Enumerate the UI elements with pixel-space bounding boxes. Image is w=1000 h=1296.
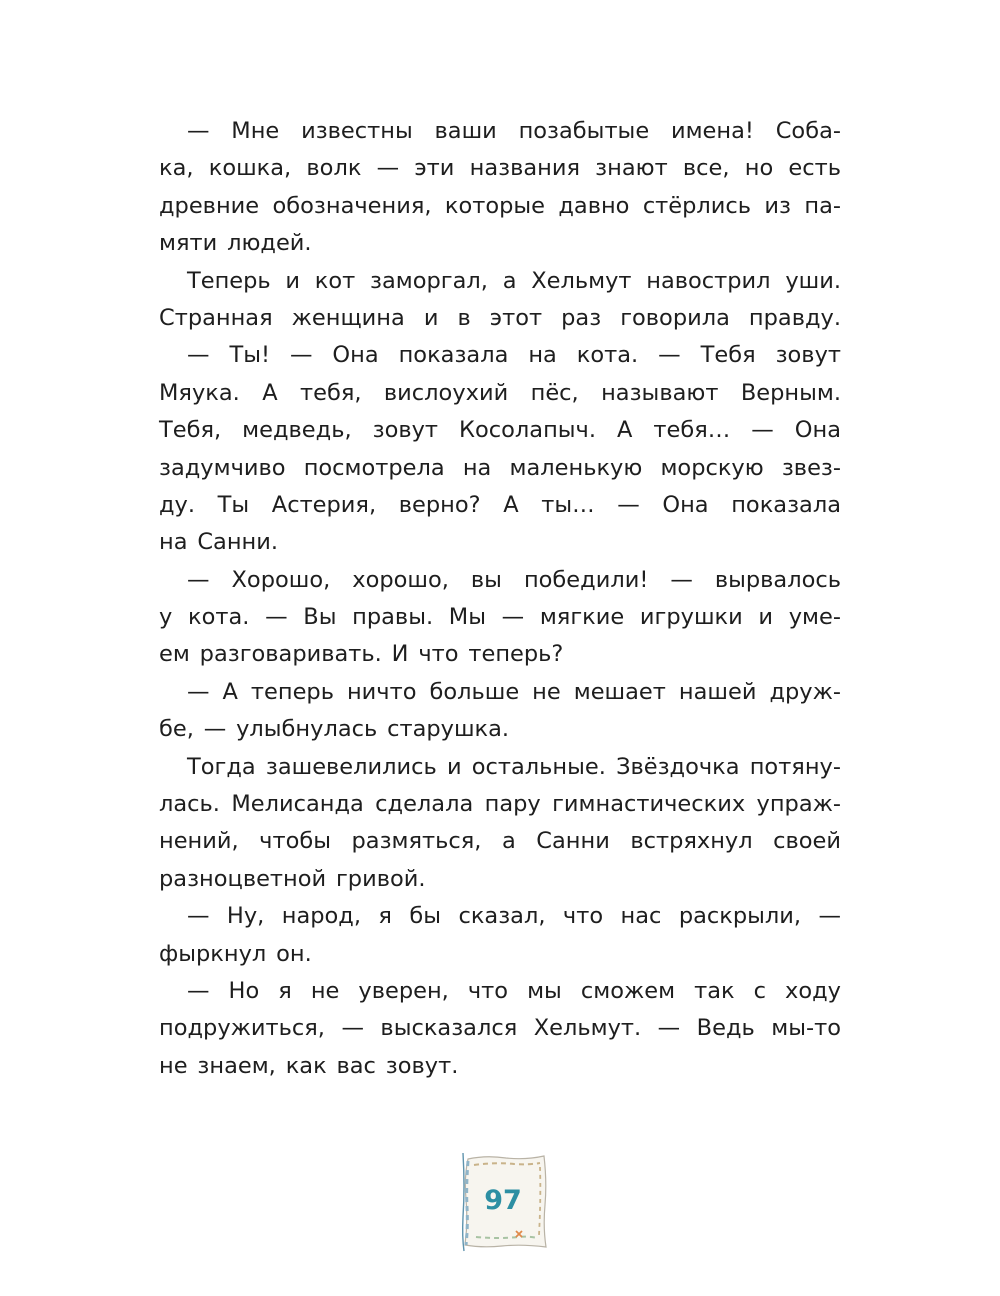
text-line: на Санни. bbox=[159, 529, 279, 556]
text-line: Теперь и кот заморгал, а Хельмут навострил уши. bbox=[187, 267, 841, 294]
paragraph-2 bbox=[159, 263, 841, 338]
text-line: разноцветной гривой. bbox=[159, 865, 426, 892]
text-line: ду. Ты Астерия, верно? А ты… — Она показала bbox=[159, 491, 841, 518]
text-line: нений, чтобы размяться, а Санни встряхнул своей bbox=[159, 828, 841, 855]
text-line: — Ты! — Она показала на кота. — Тебя зовут bbox=[187, 342, 841, 369]
text-line: Тогда зашевелились и остальные. Звёздочка потяну- bbox=[187, 753, 841, 780]
text-line: фыркнул он. bbox=[159, 940, 312, 967]
text-line: задумчиво посмотрела на маленькую морскую звез- bbox=[159, 454, 841, 481]
text-line: у кота. — Вы правы. Мы — мягкие игрушки и уме- bbox=[159, 604, 841, 631]
paragraph-7 bbox=[159, 898, 841, 973]
text-line: — Мне известны ваши позабытые имена! Соба- bbox=[187, 118, 841, 144]
text-line: подружиться, — высказался Хельмут. — Ведь мы-то bbox=[159, 1015, 841, 1042]
text-line: не знаем, как вас зовут. bbox=[159, 1052, 459, 1079]
text-line: древние обозначения, которые давно стёрлись из па- bbox=[159, 192, 841, 219]
text-line: лась. Мелисанда сделала пару гимнастических упраж- bbox=[159, 791, 841, 818]
paragraph-5 bbox=[159, 674, 841, 749]
text-line: Тебя, медведь, зовут Косолапыч. А тебя… — Она bbox=[159, 417, 841, 444]
text-line: мяти людей. bbox=[159, 230, 312, 257]
paragraph-8 bbox=[159, 973, 841, 1085]
page-number: 97 bbox=[484, 1185, 522, 1216]
text-line: Странная женщина и в этот раз говорила правду. bbox=[159, 304, 841, 331]
paragraph-1 bbox=[159, 113, 841, 263]
text-line: Мяука. А тебя, вислоухий пёс, называют Верным. bbox=[159, 379, 841, 406]
text-line: — А теперь ничто больше не мешает нашей друж- bbox=[187, 678, 841, 705]
text-line: ем разговаривать. И что теперь? bbox=[159, 641, 564, 668]
text-line: — Ну, народ, я бы сказал, что нас раскрыли, — bbox=[187, 903, 841, 930]
text-line: бе, — улыбнулась старушка. bbox=[159, 716, 510, 743]
text-line: ка, кошка, волк — эти названия знают все, но есть bbox=[159, 155, 841, 182]
page-text bbox=[159, 113, 841, 1085]
paragraph-4 bbox=[159, 562, 841, 674]
paragraph-6 bbox=[159, 749, 841, 899]
text-line: — Но я не уверен, что мы сможем так с ходу bbox=[187, 977, 841, 1004]
text-line: — Хорошо, хорошо, вы победили! — вырвалось bbox=[187, 566, 841, 593]
page-number-badge bbox=[456, 1147, 552, 1255]
paragraph-3 bbox=[159, 337, 841, 561]
